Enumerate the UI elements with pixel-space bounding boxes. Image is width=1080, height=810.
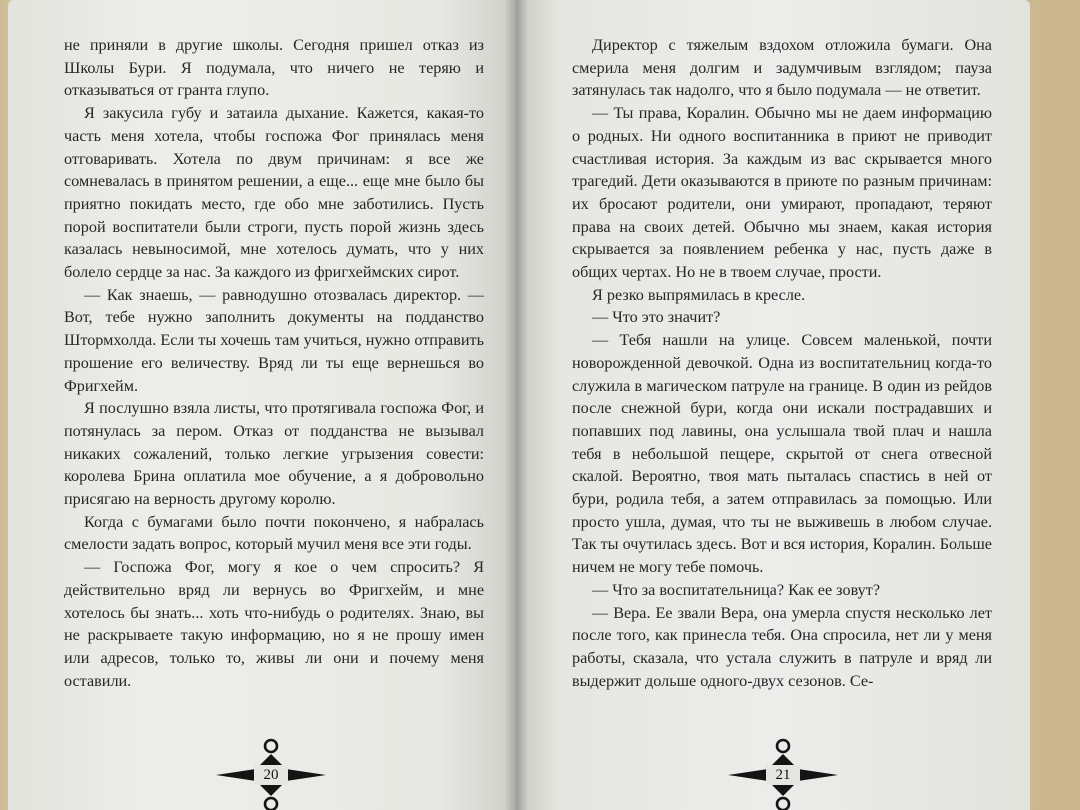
paragraph: — Вера. Ее звали Вера, она умерла спустя несколько лет после того, как принесла тебя. Она спросила, нет ли у меня работы, сказала, что устала служить в патруле и вряд ли выдержит дольше одного-двух сезонов. Се- bbox=[572, 603, 992, 690]
paragraph: — Что за воспитательница? Как ее зовут? bbox=[592, 580, 881, 599]
book-gutter-shadow bbox=[504, 0, 528, 810]
paragraph: — Госпожа Фог, могу я кое о чем спросить? Я действительно вряд ли вернусь во Фригхейм, и мне хотелось бы знать... хоть что-нибудь о родителях. Знаю, вы не раскрываете такую информацию, но я не прошу имен или адресов, только то, живы ли они и почему меня оставили. bbox=[64, 558, 484, 690]
page-number-ornament bbox=[216, 738, 326, 810]
right-page-text bbox=[572, 34, 992, 692]
paragraph: не приняли в другие школы. Сегодня пришел отказ из Школы Бури. Я подумала, что ничего не теряю и отказываться от гранта глупо. bbox=[64, 36, 484, 100]
paragraph: Я закусила губу и затаила дыхание. Кажется, какая-то часть меня хотела, чтобы госпожа Фог принялась меня отговаривать. Хотела по двум причинам: я все же сомневалась в принятом решении, а еще... еще мне было бы приятно покидать место, где обо мне заботились. Пусть порой воспитатели были строги, пусть порой жизнь здесь казалась невыносимой, мне хотелось думать, что у них болело сердце за нас. За каждого из фригхеймских сирот. bbox=[64, 104, 484, 282]
paragraph: — Что это значит? bbox=[592, 308, 721, 327]
paragraph: Я послушно взяла листы, что протягивала госпожа Фог, и потянулась за пером. Отказ от подданства не вызывал никаких сожалений, только легкие угрызения совести: королева Брина оплатила мое обучение, а я добровольно присягаю на верность другому королю. bbox=[64, 399, 484, 509]
paragraph: Я резко выпрямилась в кресле. bbox=[592, 285, 806, 304]
paragraph: — Тебя нашли на улице. Совсем маленькой, почти новорожденной девочкой. Одна из воспитательниц когда-то служила в магическом патруле на границе. В один из рейдов после снежной бури, когда они искали пострадавших и попавших под лавины, она услышала твой плач и нашла тебя в небольшой пещере, скрытой от снега отвесной скалой. Вероятно, твоя мать пыталась спастись в ней от бури, родила тебя, а затем отправилась за помощью. Или просто ушла, думая, что ты не выживешь в любом случае. Так ты очутилась здесь. Вот и вся история, Коралин. Больше ничем не могу тебе помочь. bbox=[572, 331, 992, 577]
paragraph: — Как знаешь, — равнодушно отозвалась директор. — Вот, тебе нужно заполнить документы на подданство Штормхолда. Если ты хочешь там учиться, нужно отправить прошение его величеству. Вряд ли ты еще вернешься во Фригхейм. bbox=[64, 285, 484, 395]
left-page-text bbox=[64, 34, 484, 692]
paragraph: Когда с бумагами было почти покончено, я набралась смелости задать вопрос, который мучил меня все эти годы. bbox=[64, 512, 484, 554]
page-number: 20 bbox=[263, 767, 279, 783]
left-page bbox=[8, 0, 516, 810]
page-number-ornament bbox=[728, 738, 838, 810]
paragraph: — Ты права, Коралин. Обычно мы не даем информацию о родных. Ни одного воспитанника в приют не приводит счастливая история. За каждым из вас скрывается много трагедий. Дети оказываются в приюте по разным причинам: их бросают родители, они умирают, пропадают, теряют права на своих детей. Обычно мы знаем, какая история скрывается за появлением ребенка у нас, пусть даже в общих чертах. Но не в твоем случае, прости. bbox=[572, 104, 992, 282]
paragraph: Директор с тяжелым вздохом отложила бумаги. Она смерила меня долгим и задумчивым взглядом; пауза затянулась так надолго, что я было подумала — не ответит. bbox=[572, 36, 992, 100]
page-number: 21 bbox=[775, 767, 791, 783]
right-page bbox=[516, 0, 1030, 810]
